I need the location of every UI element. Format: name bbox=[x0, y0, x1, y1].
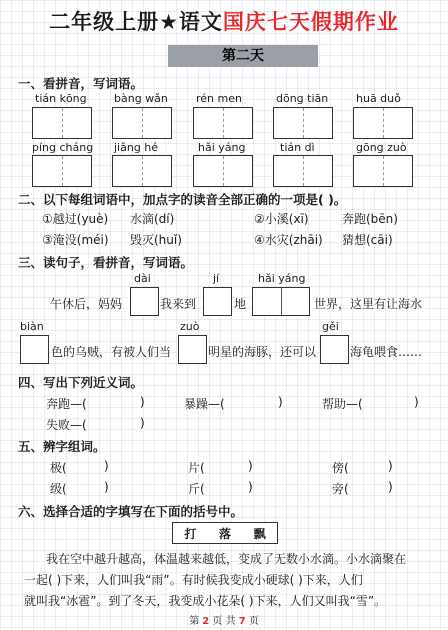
pinyin-2-3: hǎi yáng bbox=[198, 141, 246, 154]
title-grade: 二年级上册★语文 bbox=[49, 10, 223, 34]
close-paren: ) bbox=[140, 395, 145, 409]
pinyin-1-5: huā duǒ bbox=[356, 92, 401, 105]
synonym-item-2: 暴躁—( bbox=[184, 397, 225, 411]
sentence2-part1: 色的乌贼，有被人们当 bbox=[51, 345, 172, 359]
option-a-word1: ①越过(yuè) bbox=[42, 212, 109, 226]
answer-grid[interactable] bbox=[32, 155, 92, 187]
sentence1-part1: 午休后，妈妈 bbox=[50, 297, 123, 311]
pinyin-1-1: tián kōng bbox=[35, 92, 87, 105]
page-title bbox=[0, 6, 448, 36]
total-pages: 7 bbox=[238, 616, 246, 627]
option-c-word1: ③淹没(méi) bbox=[42, 233, 109, 247]
answer-box[interactable] bbox=[130, 287, 159, 316]
answer-box[interactable] bbox=[320, 335, 349, 364]
passage-line-2: 一起( )下来，人们叫我“雨”。有时候我变成小硬球( )下来，人们 bbox=[24, 573, 363, 587]
word-choice-box bbox=[172, 522, 278, 544]
pinyin-2-2: jiǎng hé bbox=[114, 141, 159, 154]
day-banner: 第二天 bbox=[168, 45, 318, 67]
word-choice: 落 bbox=[218, 526, 231, 541]
pinyin-zuo: zuò bbox=[180, 320, 200, 333]
answer-grid[interactable] bbox=[112, 107, 172, 139]
sentence1-part2: 我来到 bbox=[160, 297, 197, 311]
option-d-word1: ④水灾(zhāi) bbox=[254, 233, 323, 247]
option-d-word2: 猜想(cāi) bbox=[342, 233, 393, 247]
word-choice: 打 bbox=[184, 526, 197, 541]
char-item-1: 极( bbox=[50, 461, 67, 475]
current-page: 2 bbox=[202, 616, 210, 627]
char-item-5: 斤( bbox=[188, 482, 205, 496]
section5-heading: 五、辨字组词。 bbox=[18, 439, 106, 454]
char-item-4: 级( bbox=[50, 482, 67, 496]
footer-mid: 页 共 bbox=[212, 616, 236, 627]
option-b-word2: 奔跑(bēn) bbox=[342, 212, 398, 226]
page-footer bbox=[0, 612, 448, 627]
footer-post: 页 bbox=[248, 616, 259, 627]
close-paren: ) bbox=[278, 395, 283, 409]
close-paren: ) bbox=[388, 480, 393, 494]
synonym-item-3: 帮助—( bbox=[322, 397, 363, 411]
answer-grid[interactable] bbox=[112, 155, 172, 187]
answer-box[interactable] bbox=[20, 335, 49, 364]
sentence1-part4: 世界，这里有让海水 bbox=[314, 297, 423, 311]
sentence1-part3: 地 bbox=[234, 297, 247, 311]
option-b-word1: ②小溪(xī) bbox=[254, 212, 309, 226]
pinyin-2-4: tián dì bbox=[280, 141, 315, 154]
section2-heading: 二、以下每组词语中，加点字的读音全部正确的一项是( )。 bbox=[18, 192, 347, 207]
answer-box[interactable] bbox=[178, 335, 207, 364]
title-holiday: 国庆七天假期作业 bbox=[222, 10, 399, 34]
pinyin-1-3: rén men bbox=[196, 92, 242, 105]
answer-grid[interactable] bbox=[193, 155, 253, 187]
char-item-2: 片( bbox=[188, 461, 205, 475]
pinyin-1-2: bàng wǎn bbox=[114, 92, 168, 105]
answer-grid[interactable] bbox=[193, 107, 253, 139]
pinyin-ji: jí bbox=[213, 272, 220, 285]
pinyin-2-5: gōng zuò bbox=[356, 141, 407, 154]
option-a-word2: 水滴(dí) bbox=[130, 212, 175, 226]
pinyin-1-4: dōng tiān bbox=[276, 92, 329, 105]
answer-box-double[interactable] bbox=[252, 287, 310, 316]
pinyin-haiyang: hǎi yáng bbox=[258, 272, 306, 285]
sentence2-part2: 明星的海豚，还可以 bbox=[208, 345, 317, 359]
close-paren: ) bbox=[140, 416, 145, 430]
pinyin-bian: biàn bbox=[20, 320, 44, 333]
section1-heading: 一、看拼音，写词语。 bbox=[18, 76, 144, 91]
pinyin-gei: gěi bbox=[322, 320, 339, 333]
answer-grid[interactable] bbox=[273, 155, 333, 187]
pinyin-dai: dài bbox=[134, 272, 151, 285]
char-item-6: 旁( bbox=[332, 482, 349, 496]
answer-grid[interactable] bbox=[32, 107, 92, 139]
passage-line-1: 我在空中越升越高，体温越来越低，变成了无数小水滴。小水滴聚在 bbox=[46, 552, 407, 566]
pinyin-2-1: píng cháng bbox=[32, 141, 94, 154]
char-item-3: 傍( bbox=[332, 461, 349, 475]
close-paren: ) bbox=[248, 480, 253, 494]
answer-box[interactable] bbox=[203, 287, 232, 316]
footer-pre: 第 bbox=[189, 616, 200, 627]
synonym-item-1: 奔跑—( bbox=[46, 397, 87, 411]
section6-heading: 六、选择合适的字填写在下面的括号中。 bbox=[18, 504, 244, 519]
answer-grid[interactable] bbox=[353, 155, 413, 187]
word-choice: 飘 bbox=[253, 526, 266, 541]
section4-heading: 四、写出下列近义词。 bbox=[18, 375, 144, 390]
close-paren: ) bbox=[414, 395, 419, 409]
close-paren: ) bbox=[248, 459, 253, 473]
synonym-item-4: 失败—( bbox=[46, 418, 87, 432]
sentence2-part3: 海龟喂食…… bbox=[350, 345, 423, 359]
answer-grid[interactable] bbox=[353, 107, 413, 139]
passage-line-3: 就叫我“冰雹”。到了冬天，我变成小花朵( )下来，人们又叫我“雪”。 bbox=[24, 594, 387, 608]
option-c-word2: 毁灭(huǐ) bbox=[130, 233, 182, 247]
section3-heading: 三、读句子，看拼音，写词语。 bbox=[18, 255, 194, 270]
close-paren: ) bbox=[104, 480, 109, 494]
close-paren: ) bbox=[104, 459, 109, 473]
close-paren: ) bbox=[388, 459, 393, 473]
answer-grid[interactable] bbox=[273, 107, 333, 139]
